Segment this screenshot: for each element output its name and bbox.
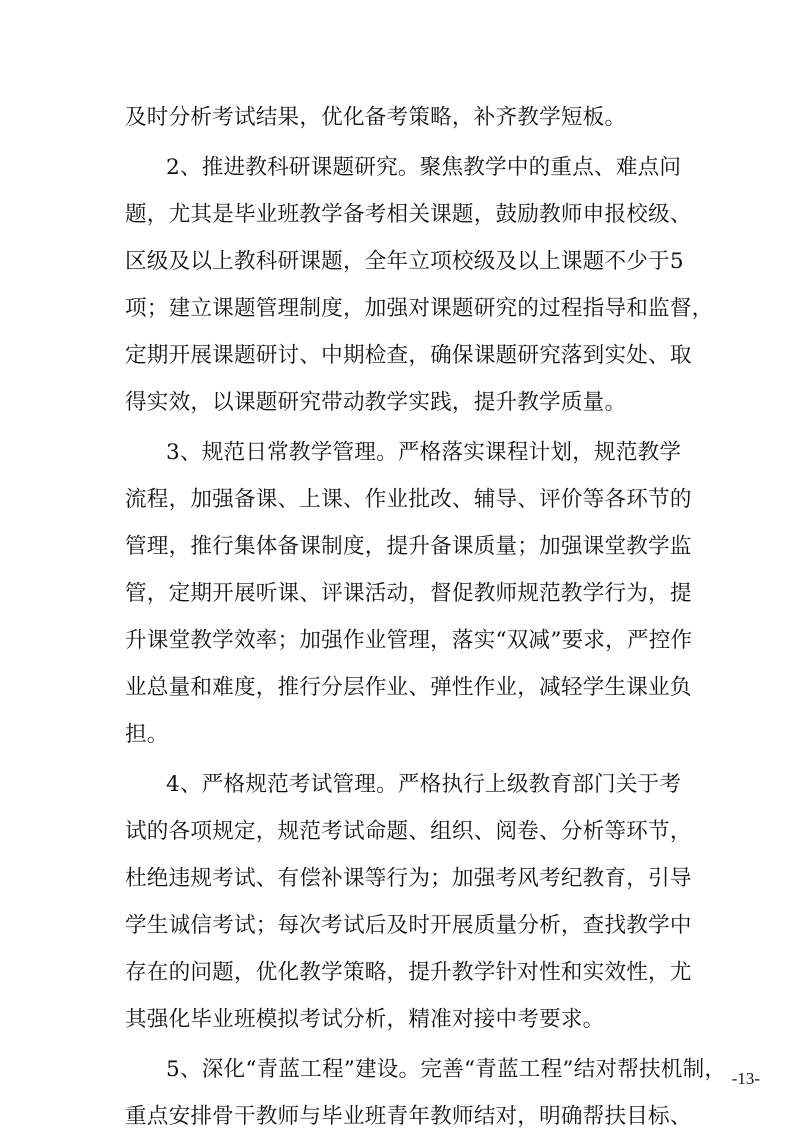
text-line: 及时分析考试结果，优化备考策略，补齐教学短板。 [125, 105, 627, 130]
text-line: 其强化毕业班模拟考试分析，精准对接中考要求。 [125, 1007, 605, 1032]
text-line: 担。 [125, 722, 169, 747]
text-line: 学生诚信考试；每次考试后及时开展质量分析，查找教学中 [125, 913, 692, 938]
text-line: 项；建立课题管理制度，加强对课题研究的过程指导和监督， [125, 296, 714, 321]
text-line: 管，定期开展听课、评课活动，督促教师规范教学行为，提 [125, 581, 692, 606]
paragraph-heading-line: 4、严格规范考试管理。严格执行上级教育部门关于考 [166, 772, 682, 797]
text-line: 存在的问题，优化教学策略，提升教学针对性和实效性，尤 [125, 960, 692, 985]
text-line: 题，尤其是毕业班教学备考相关课题，鼓励教师申报校级、 [125, 202, 692, 227]
text-line: 流程，加强备课、上课、作业批改、辅导、评价等各环节的 [125, 487, 692, 512]
text-line: 得实效，以课题研究带动教学实践，提升教学质量。 [125, 390, 627, 415]
text-line: 重点安排骨干教师与毕业班青年教师结对，明确帮扶目标、 [125, 1104, 692, 1129]
text-line: 定期开展课题研讨、中期检查，确保课题研究落到实处、取 [125, 343, 692, 368]
text-line: 杜绝违规考试、有偿补课等行为；加强考风考纪教育，引导 [125, 866, 692, 891]
paragraph-heading-line: 2、推进教科研课题研究。聚焦教学中的重点、难点问 [166, 155, 682, 180]
paragraph-heading-line: 5、深化“青蓝工程”建设。完善“青蓝工程”结对帮扶机制， [166, 1057, 727, 1082]
text-line: 试的各项规定，规范考试命题、组织、阅卷、分析等环节， [125, 819, 692, 844]
text-line: 区级及以上教科研课题，全年立项校级及以上课题不少于5 [125, 249, 684, 274]
paragraph-heading-line: 3、规范日常教学管理。严格落实课程计划，规范教学 [166, 440, 682, 465]
text-line: 升课堂教学效率；加强作业管理，落实“双减”要求，严控作 [125, 628, 693, 653]
text-line: 管理，推行集体备课制度，提升备课质量；加强课堂教学监 [125, 534, 692, 559]
page-number: -13- [731, 1069, 760, 1088]
text-line: 业总量和难度，推行分层作业、弹性作业，减轻学生课业负 [125, 675, 692, 700]
